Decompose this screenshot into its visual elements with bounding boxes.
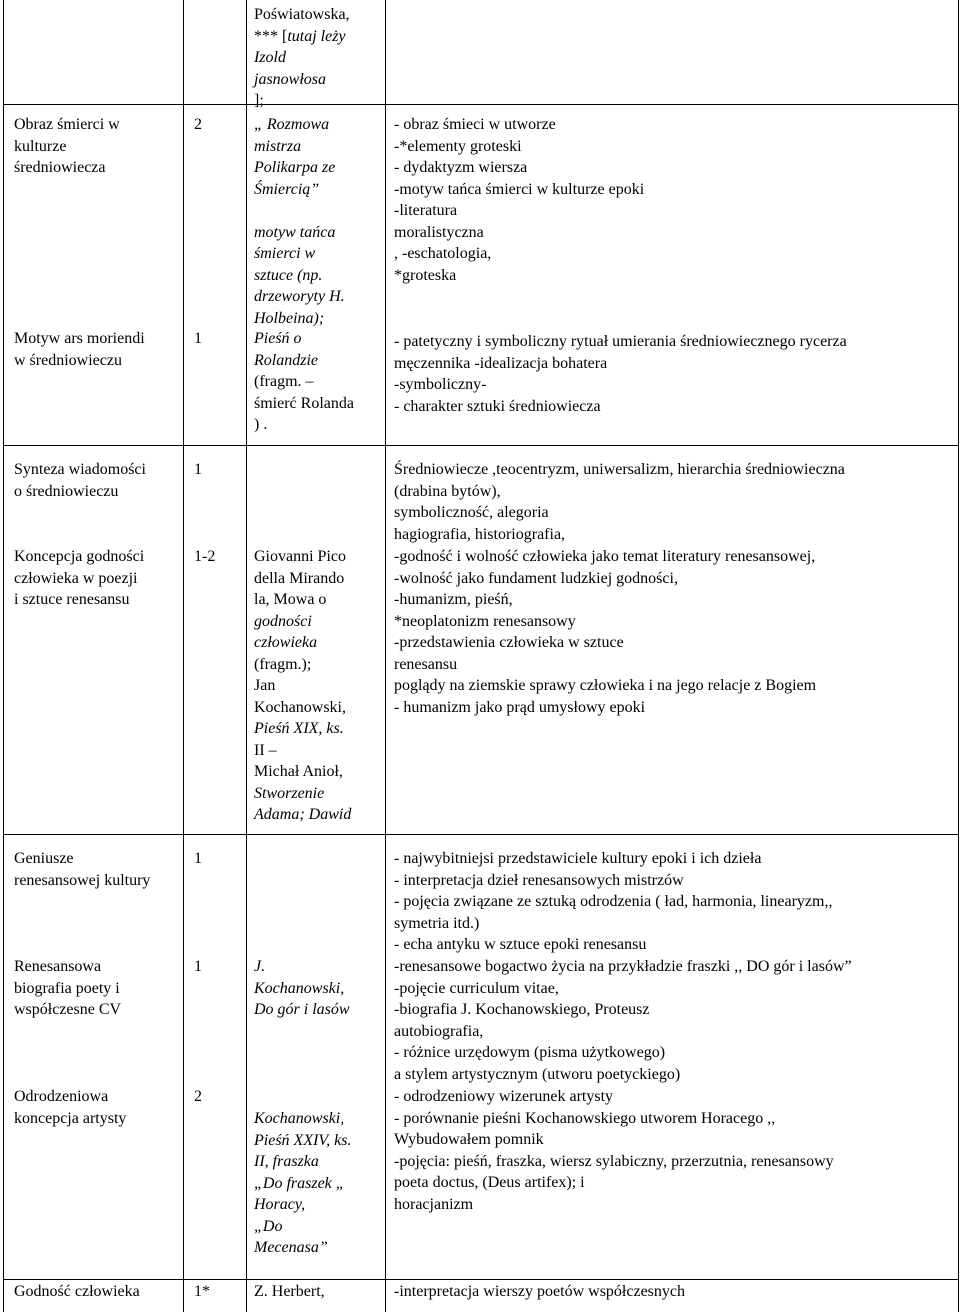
content-cell: - patetyczny i symboliczny rytuał umierania średniowiecznego rycerza męczennika -idealizacja bohatera -symboliczny- - charakter sztuki średniowiecza xyxy=(394,333,847,415)
content-cell: -renesansowe bogactwo życia na przykładzie fraszki ,, DO gór i lasów” -pojęcie curriculum vitae, -biografia J. Kochanowskiego, Proteusz autobiografia, - różnice urzędowym (pisma użytkowego) a stylem artystycznym (utworu poetyckiego) xyxy=(394,958,852,1083)
work-line: „Do fraszek „ xyxy=(254,1174,345,1192)
work-cell xyxy=(254,546,382,826)
hours-cell: 1 xyxy=(194,330,202,347)
work-line: II – xyxy=(254,741,277,759)
work-line: Do gór i lasów xyxy=(254,1001,350,1018)
work-line: J. xyxy=(254,958,266,975)
work-cell xyxy=(254,1108,382,1259)
work-line: Giovanni Pico xyxy=(254,548,346,565)
work-line: Stworzenie xyxy=(254,784,325,802)
hours-cell: 2 xyxy=(194,1088,202,1105)
hours-cell: 1-2 xyxy=(194,548,216,565)
work-line: la, Mowa o xyxy=(254,591,327,608)
work-line: Pieśń XIX, ks. xyxy=(254,720,344,737)
row-border xyxy=(3,104,958,105)
work-line: (fragm.); xyxy=(254,655,312,673)
work-fragment: Izold xyxy=(254,49,286,66)
work-line: Pieśń o xyxy=(254,330,302,347)
row-border xyxy=(3,445,958,446)
work-line: (fragm. – xyxy=(254,373,314,390)
topic-cell: Odrodzeniowa koncepcja artysty xyxy=(14,1088,127,1127)
work-line: motyw tańca xyxy=(254,223,336,241)
work-line: Śmiercią” xyxy=(254,180,320,198)
work-cell xyxy=(254,114,382,329)
topic-cell: Synteza wiadomości o średniowieczu xyxy=(14,461,146,500)
work-line: Kochanowski, xyxy=(254,698,346,716)
work-line xyxy=(254,200,382,222)
row-border xyxy=(3,1279,958,1280)
work-cell xyxy=(254,956,382,1021)
content-cell: -interpretacja wierszy poetów współczesnych xyxy=(394,1283,685,1300)
work-line: Mecenasa” xyxy=(254,1239,328,1256)
work-line: Pieśń XXIV, ks. xyxy=(254,1131,352,1149)
work-line: Kochanowski, xyxy=(254,1110,345,1127)
content-cell: -godność i wolność człowieka jako temat literatury renesansowej, -wolność jako fundament ludzkiej godności, -humanizm, pieśń, *neoplatonizm renesansowy -przedstawienia człowieka w sztuce renesansu poglądy na ziemskie sprawy człowieka i na jego relacje z Bogiem - humanizm jako prąd umysłowy epoki xyxy=(394,548,817,716)
work-fragment: ]; xyxy=(254,92,264,109)
work-fragment: jasnowłosa xyxy=(254,70,327,88)
work-line: Kochanowski, xyxy=(254,979,345,997)
work-line: sztuce (np. xyxy=(254,266,323,284)
work-line: „Do xyxy=(254,1217,283,1235)
work-line: Holbeina); xyxy=(254,309,325,327)
column-border xyxy=(385,0,386,1312)
work-fragment: *** [ xyxy=(254,27,288,45)
content-cell: - obraz śmieci w utworze -*elementy groteski - dydaktyzm wiersza -motyw tańca śmierci w kulturze epoki -literatura moralistyczna , -eschatologia, *groteska xyxy=(394,116,645,284)
work-line: Adama; Dawid xyxy=(254,806,352,823)
work-cell xyxy=(254,4,382,112)
column-border xyxy=(183,0,184,1312)
work-line: della Mirando xyxy=(254,569,345,587)
column-border xyxy=(958,0,959,1312)
topic-cell: Godność człowieka xyxy=(14,1283,140,1300)
work-line: śmierć Rolanda xyxy=(254,394,354,412)
work-line: „ Rozmowa xyxy=(254,116,330,133)
work-line: Horacy, xyxy=(254,1196,306,1213)
work-line: śmierci w xyxy=(254,245,316,262)
topic-cell: Geniusze renesansowej kultury xyxy=(14,850,151,889)
work-line: II, fraszka xyxy=(254,1153,319,1170)
work-line: Polikarpa ze xyxy=(254,159,336,176)
topic-cell: Motyw ars moriendi w średniowieczu xyxy=(14,330,145,369)
topic-cell: Renesansowa biografia poety i współczesne CV xyxy=(14,958,122,1018)
hours-cell: 1 xyxy=(194,461,202,478)
topic-cell: Obraz śmierci w kulturze średniowiecza xyxy=(14,116,120,176)
work-fragment: tutaj leży xyxy=(287,27,346,45)
content-cell: - najwybitniejsi przedstawiciele kultury epoki i ich dzieła - interpretacja dzieł renesansowych mistrzów - pojęcia związane ze sztuką odrodzenia ( ład, harmonia, linearyzm,, symetria itd.) - echa antyku w sztuce epoki renesansu xyxy=(394,850,833,953)
work-line: godności xyxy=(254,612,312,630)
content-cell: - odrodzeniowy wizerunek artysty - porównanie pieśni Kochanowskiego utworem Horacego ,, Wybudowałem pomnik -pojęcia: pieśń, fraszka, wiersz sylabiczny, przerzutnia, renesansowy poeta doctus, (Deus artifex); i horacjanizm xyxy=(394,1088,834,1213)
column-border xyxy=(246,0,247,1312)
work-cell xyxy=(254,328,382,436)
topic-cell: Koncepcja godności człowieka w poezji i sztuce renesansu xyxy=(14,548,145,608)
work-cell: Z. Herbert, xyxy=(254,1283,325,1300)
hours-cell: 1* xyxy=(194,1283,210,1300)
content-cell: Średniowiecze ,teocentryzm, uniwersalizm, hierarchia średniowieczna (drabina bytów), symboliczność, alegoria hagiografia, historiografia, xyxy=(394,461,845,543)
work-line: Rolandzie xyxy=(254,351,318,369)
row-border xyxy=(3,834,958,835)
work-line: Michał Anioł, xyxy=(254,763,343,780)
work-line: drzeworyty H. xyxy=(254,288,345,305)
column-border xyxy=(3,0,4,1312)
work-line: ) . xyxy=(254,416,268,433)
work-line: mistrza xyxy=(254,137,302,155)
work-line: człowieka xyxy=(254,634,318,651)
hours-cell: 1 xyxy=(194,958,202,975)
work-fragment: Poświatowska, xyxy=(254,6,350,23)
hours-cell: 1 xyxy=(194,850,202,867)
hours-cell: 2 xyxy=(194,116,202,133)
work-line: Jan xyxy=(254,677,276,694)
